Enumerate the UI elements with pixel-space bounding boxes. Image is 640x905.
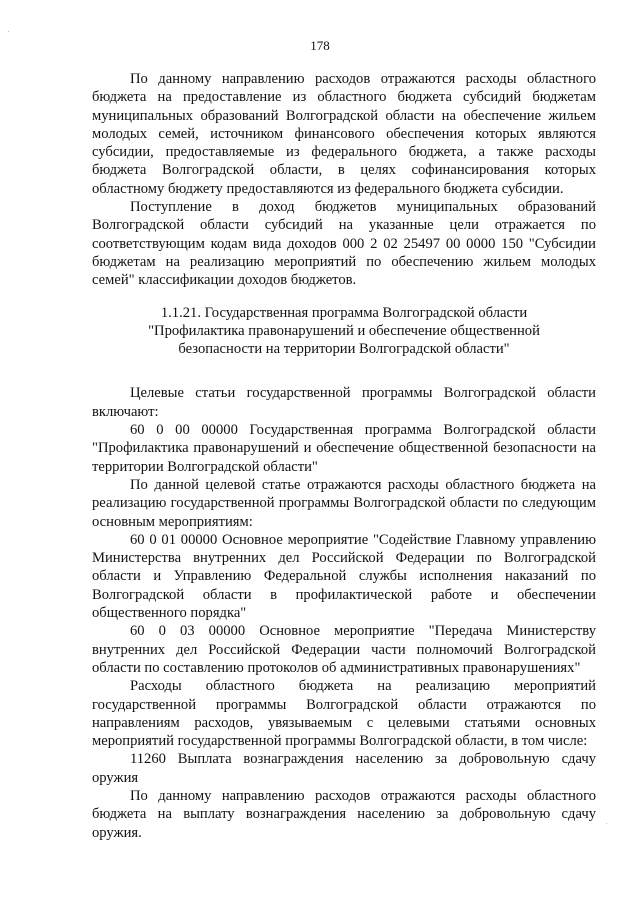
paragraph: 60 0 00 00000 Государственная программа Волгоградской области "Профилактика правонарушений и обеспечение общественной безопасности на территории Волгоградской области" [92, 422, 596, 475]
page-number: 178 [310, 38, 330, 53]
scan-speck: . [8, 28, 10, 34]
paragraph: 11260 Выплата вознаграждения населению за добровольную сдачу оружия [92, 751, 596, 786]
paragraph: По данному направлению расходов отражаются расходы областного бюджета на предоставление из областного бюджета субсидий бюджетам муниципальных образований Волгоградской области на обеспечение жильем молодых семей, источником финансового обеспечения которых являются субсидии, предоставляемые из федерального бюджета, а также расходы бюджета Волгоградской области, в целях софинансирования которых областному бюджету предоставляются из федерального бюджета субсидии. [92, 71, 596, 197]
section-heading [92, 304, 596, 359]
paragraph: Целевые статьи государственной программы Волгоградской области включают: [92, 385, 596, 420]
scan-speck: . [606, 820, 608, 826]
section-heading-line: безопасности на территории Волгоградской области" [178, 341, 510, 358]
document-body [92, 70, 596, 842]
paragraph: 60 0 01 00000 Основное мероприятие "Содействие Главному управлению Министерства внутренних дел Российской Федерации по Волгоградской области и Управлению Федеральной службы исполнения наказаний по Волгоградской области в профилактической работе и обеспечении общественного порядка" [92, 531, 596, 622]
section-heading-line: "Профилактика правонарушений и обеспечение общественной [148, 322, 540, 339]
paragraph: По данному направлению расходов отражаются расходы областного бюджета на выплату вознаграждения населению за добровольную сдачу оружия. [92, 787, 596, 841]
paragraph: Расходы областного бюджета на реализацию мероприятий государственной программы Волгоградской области отражаются по направлениям расходов, увязываемым с целевыми статьями основных мероприятий государственной программы Волгоградской области, в том числе: [92, 678, 596, 750]
paragraph: 60 0 03 00000 Основное мероприятие "Передача Министерству внутренних дел Российской Федерации части полномочий Волгоградской области по составлению протоколов об административных правонарушениях" [92, 623, 596, 676]
paragraph: Поступление в доход бюджетов муниципальных образований Волгоградской области субсидий на указанные цели отражается по соответствующим кодам вида доходов 000 2 02 25497 00 0000 150 "Субсидии бюджетам на реализацию мероприятий по обеспечению жильем молодых семей" классификации доходов бюджетов. [92, 199, 596, 289]
section-heading-line: 1.1.21. Государственная программа Волгоградской области [160, 304, 528, 321]
paragraph: По данной целевой статье отражаются расходы областного бюджета на реализацию государственной программы Волгоградской области по следующим основным мероприятиям: [92, 476, 596, 530]
